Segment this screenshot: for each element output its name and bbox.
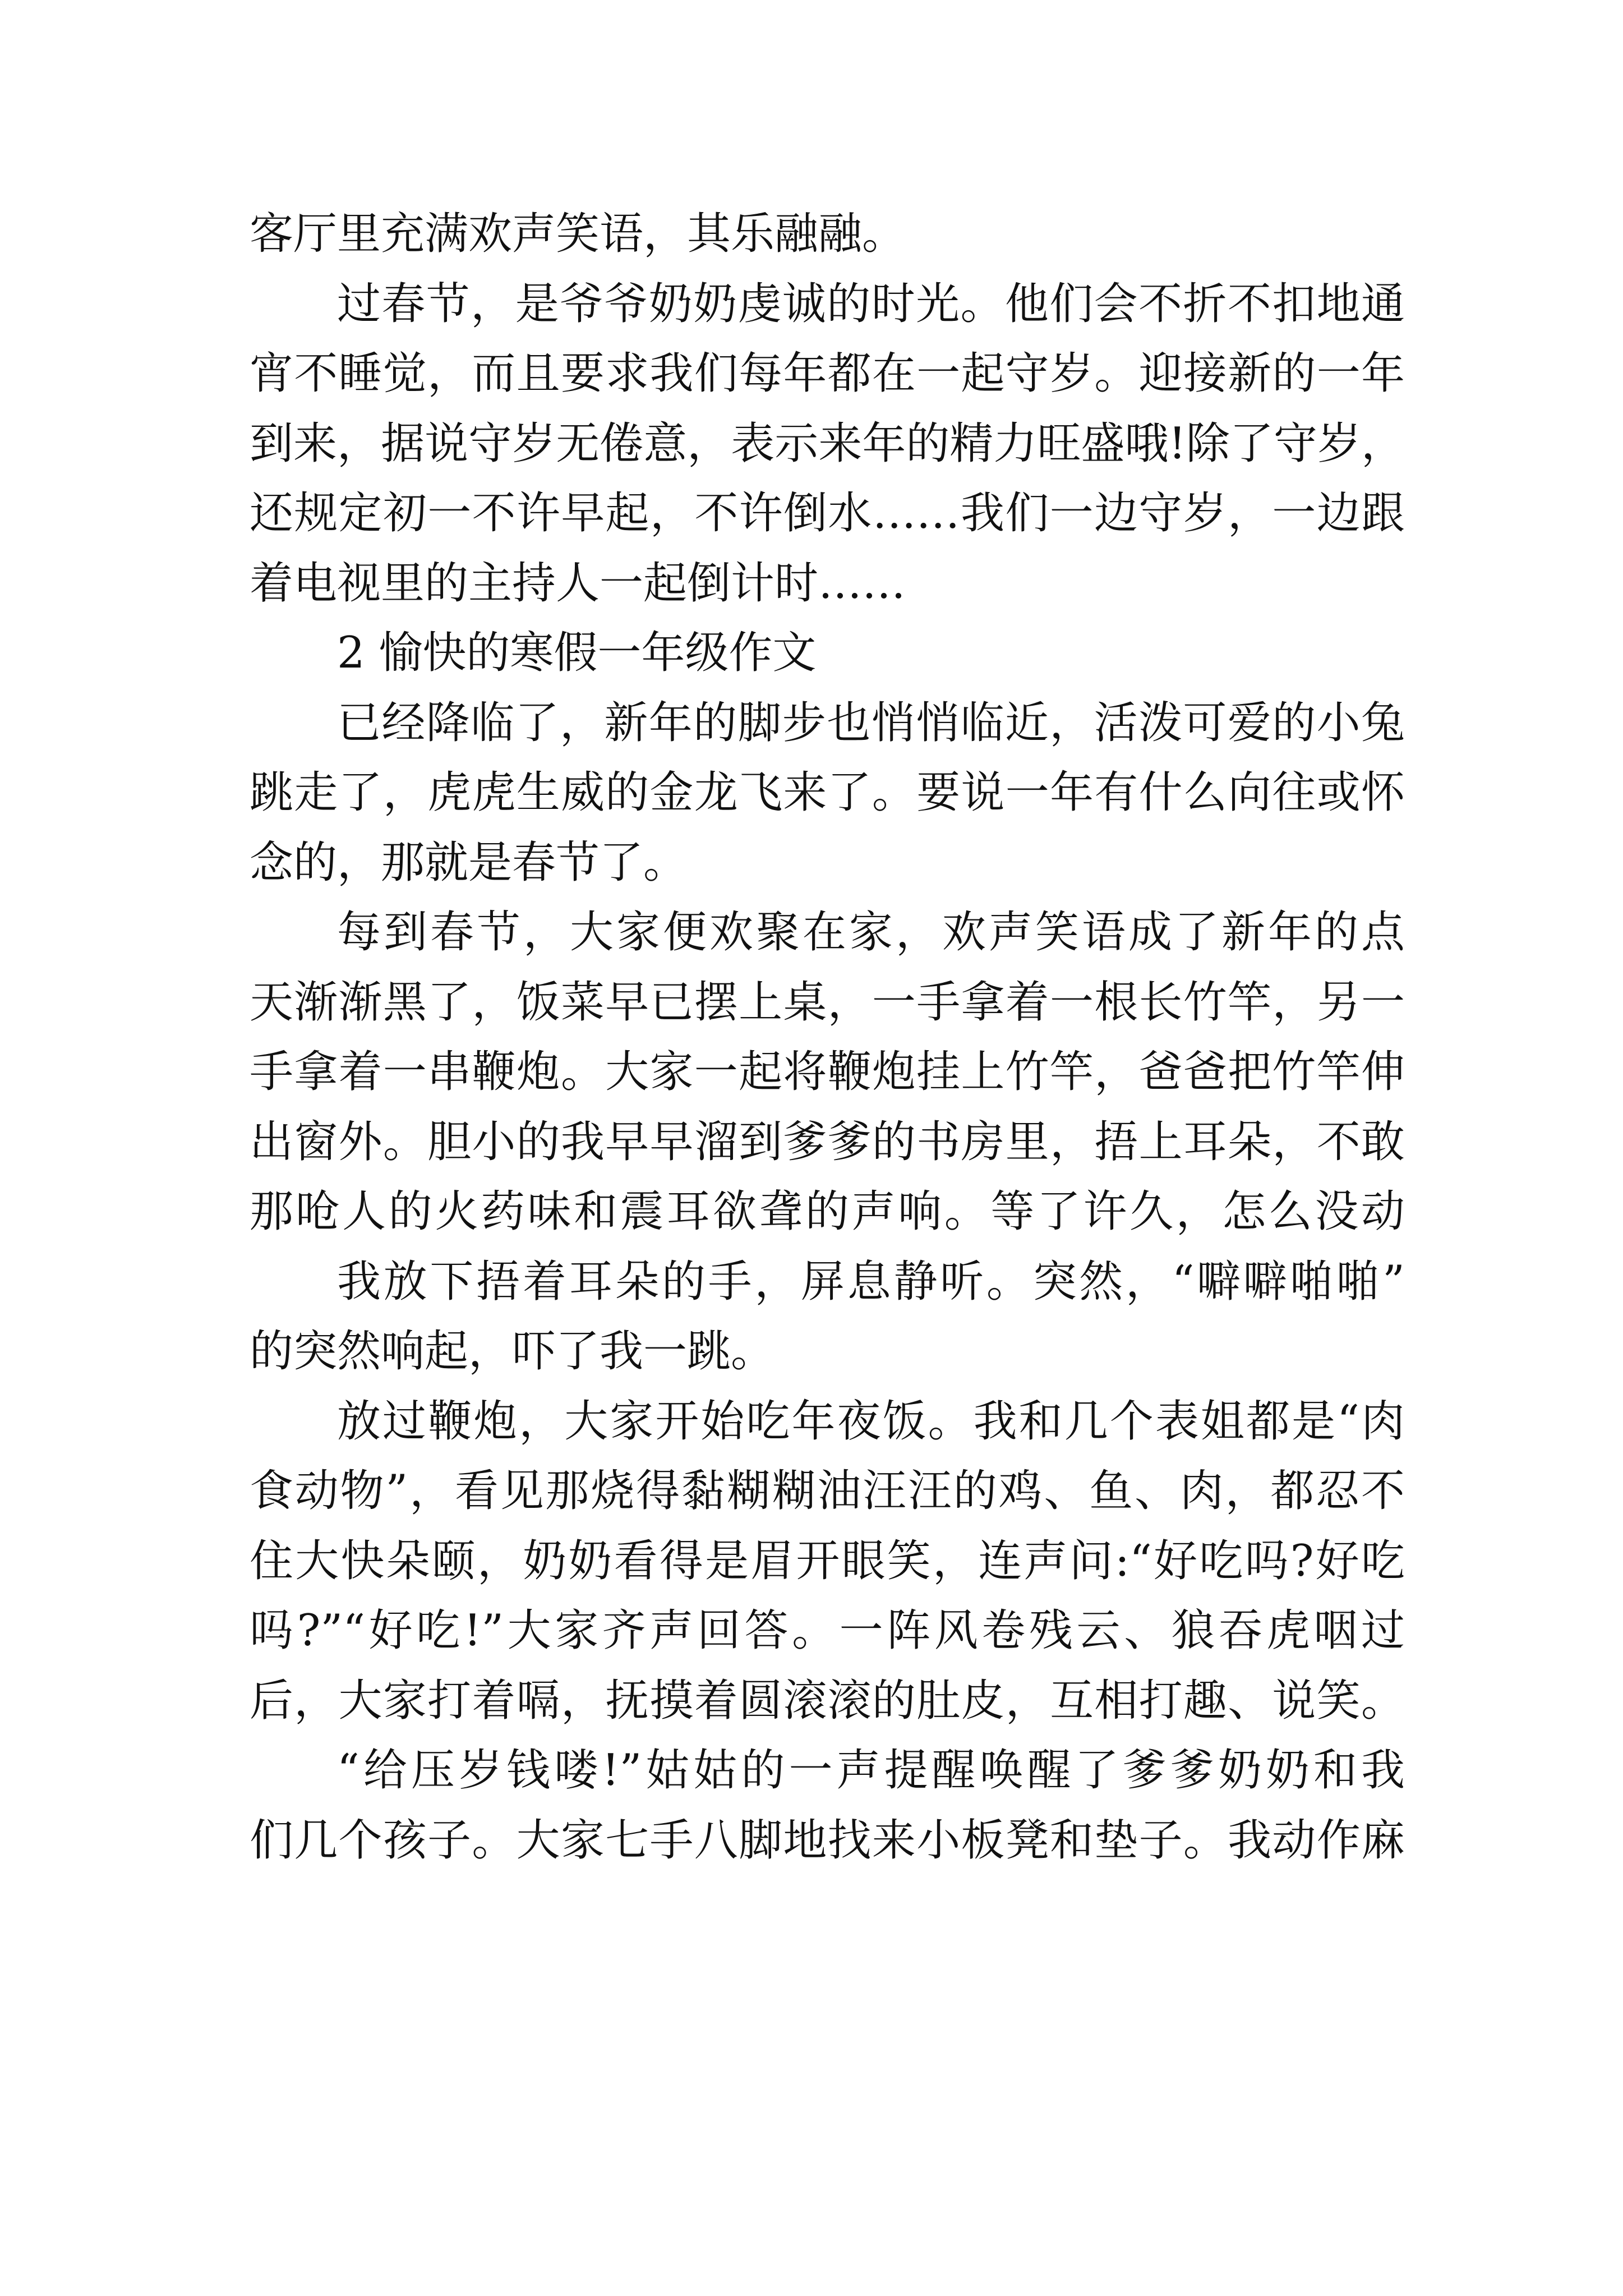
text-line: 着电视里的主持人一起倒计时…… — [250, 558, 906, 609]
text-line: 后，大家打着嗝，抚摸着圆滚滚的肚皮，互相打趣、说笑。 — [250, 1675, 1405, 1726]
text-line: 每到春节，大家便欢聚在家，欢声笑语成了新年的点 — [337, 907, 1405, 958]
text-line: 到来，据说守岁无倦意，表示来年的精力旺盛哦!除了守岁， — [250, 418, 1405, 469]
text-line: 们几个孩子。大家七手八脚地找来小板凳和垫子。我动作麻 — [250, 1815, 1405, 1866]
text-line: 手拿着一串鞭炮。大家一起将鞭炮挂上竹竿，爸爸把竹竿伸 — [250, 1047, 1405, 1097]
text-line: 食动物”，看见那烧得黏糊糊油汪汪的鸡、鱼、肉，都忍不 — [250, 1466, 1405, 1516]
text-line: 吗?”“好吃!”大家齐声回答。一阵风卷残云、狼吞虎咽过 — [250, 1605, 1405, 1656]
essay-body — [250, 199, 1405, 1875]
text-line: 2 愉快的寒假一年级作文 — [337, 628, 817, 678]
text-line: 出窗外。胆小的我早早溜到爹爹的书房里，捂上耳朵，不敢 — [250, 1116, 1405, 1167]
text-line: 住大快朵颐，奶奶看得是眉开眼笑，连声问:“好吃吗?好吃 — [250, 1535, 1405, 1586]
text-line: 跳走了，虎虎生威的金龙飞来了。要说一年有什么向往或怀 — [250, 767, 1405, 818]
text-line: 的突然响起，吓了我一跳。 — [250, 1326, 775, 1377]
text-line: 宵不睡觉，而且要求我们每年都在一起守岁。迎接新的一年 — [250, 348, 1405, 399]
text-line: 天渐渐黑了，饭菜早已摆上桌，一手拿着一根长竹竿，另一 — [250, 977, 1405, 1028]
text-line: 还规定初一不许早起，不许倒水……我们一边守岁，一边跟 — [250, 488, 1405, 539]
text-line: 客厅里充满欢声笑语，其乐融融。 — [250, 209, 906, 259]
text-line: 过春节，是爷爷奶奶虔诚的时光。他们会不折不扣地通 — [337, 278, 1405, 329]
text-line: “给压岁钱喽!”姑姑的一声提醒唤醒了爹爹奶奶和我 — [337, 1745, 1405, 1796]
text-line: 放过鞭炮，大家开始吃年夜饭。我和几个表姐都是“肉 — [337, 1396, 1405, 1447]
text-line: 念的，那就是春节了。 — [250, 837, 688, 888]
text-line: 已经降临了，新年的脚步也悄悄临近，活泼可爱的小兔 — [337, 697, 1405, 748]
text-line: 那呛人的火药味和震耳欲聋的声响。等了许久，怎么没动 — [250, 1186, 1405, 1237]
text-line: 我放下捂着耳朵的手，屏息静听。突然，“噼噼啪啪” — [337, 1256, 1405, 1307]
